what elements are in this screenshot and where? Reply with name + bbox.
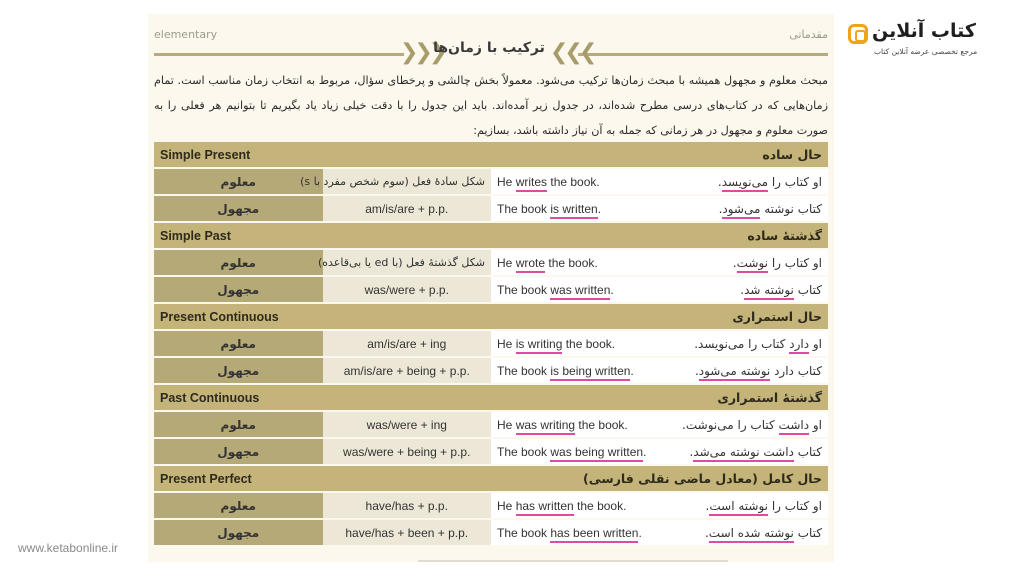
english-example: [491, 438, 660, 465]
logo-tagline: مرجع تخصصی عرضه آنلاین کتاب: [874, 47, 978, 56]
page-header: [148, 24, 834, 64]
logo-name: کتاب آنلاین: [872, 20, 976, 42]
tense-header-row: [154, 465, 828, 492]
example-text: او کتاب را: [768, 174, 822, 189]
example-text: He: [497, 336, 516, 351]
example-text: The book: [497, 525, 551, 540]
header-rule-left: [154, 53, 404, 56]
english-example: [491, 276, 660, 303]
english-example: [491, 168, 660, 195]
table-row: [154, 195, 828, 222]
persian-example: [660, 519, 829, 546]
tense-table: [154, 142, 828, 547]
table-row: [154, 357, 828, 384]
example-text: .: [705, 498, 710, 513]
tense-header-row: [154, 384, 828, 411]
english-example: [491, 330, 660, 357]
example-text: The book: [497, 363, 551, 378]
persian-example: [660, 492, 829, 519]
active-label: معلوم: [154, 168, 323, 195]
structure-formula: was/were + being + p.p.: [323, 438, 492, 465]
level-label: elementary: [154, 28, 218, 41]
tense-name-fa: حال استمراری: [660, 303, 829, 330]
tense-name-en: Simple Present: [154, 142, 660, 168]
example-text: He: [497, 174, 516, 189]
passive-label: مجهول: [154, 438, 323, 465]
structure-formula: شکل سادهٔ فعل (سوم شخص مفرد با s): [323, 168, 492, 195]
persian-example: [660, 438, 829, 465]
table-row: [154, 330, 828, 357]
example-text: .: [643, 444, 647, 459]
structure-formula: was/were + ing: [323, 411, 492, 438]
verb-highlight: داشت نوشته می‌شد: [693, 445, 794, 462]
verb-highlight: داشت: [779, 418, 810, 435]
persian-example: [660, 276, 829, 303]
chevron-right-icon: ❯❯❯: [400, 40, 444, 65]
logo: [848, 20, 998, 60]
persian-example: [660, 357, 829, 384]
verb-highlight: دارد: [789, 337, 809, 354]
tense-name-en: Present Perfect: [154, 465, 660, 492]
example-text: او کتاب را: [768, 498, 822, 513]
example-text: کتاب نوشته: [760, 201, 822, 216]
example-text: کتاب دارد: [770, 363, 822, 378]
scrollbar[interactable]: [418, 560, 728, 562]
persian-example: [660, 168, 829, 195]
tense-name-fa: حال ساده: [660, 142, 829, 168]
example-text: the book.: [575, 417, 628, 432]
verb-highlight: has written: [516, 499, 574, 516]
page-title: ترکیب با زمان‌ها: [433, 40, 545, 56]
example-text: .: [704, 525, 709, 540]
website-url[interactable]: www.ketabonline.ir: [18, 541, 119, 555]
structure-formula: am/is/are + being + p.p.: [323, 357, 492, 384]
example-text: کتاب: [793, 525, 822, 540]
active-label: معلوم: [154, 492, 323, 519]
example-text: The book: [497, 444, 551, 459]
example-text: .: [630, 363, 634, 378]
structure-formula: have/has + p.p.: [323, 492, 492, 519]
structure-formula: was/were + p.p.: [323, 276, 492, 303]
persian-example: [660, 249, 829, 276]
verb-highlight: was written: [550, 283, 610, 300]
logo-icon: [848, 24, 868, 44]
example-text: The book: [497, 201, 551, 216]
verb-highlight: is written: [550, 202, 597, 219]
english-example: [491, 492, 660, 519]
table-row: [154, 492, 828, 519]
section-label: مقدماتی: [789, 28, 828, 41]
tense-name-en: Simple Past: [154, 222, 660, 249]
table-row: [154, 276, 828, 303]
verb-highlight: was writing: [516, 418, 575, 435]
example-text: .: [717, 174, 722, 189]
verb-highlight: writes: [516, 175, 547, 192]
verb-highlight: نوشته شده است: [709, 526, 794, 543]
tense-name-fa: گذشتهٔ ساده: [660, 222, 829, 249]
verb-highlight: می‌شود: [722, 202, 760, 219]
example-text: .: [597, 201, 602, 216]
chevron-left-icon: ❮❮❮: [550, 40, 594, 65]
example-text: He: [497, 255, 516, 270]
header-rule-right: [578, 53, 828, 56]
example-text: the book.: [562, 336, 616, 351]
example-text: the book.: [547, 174, 600, 189]
structure-formula: شکل گذشتهٔ فعل (با ed یا بی‌قاعده): [323, 249, 492, 276]
tense-name-fa: گذشتهٔ استمراری: [660, 384, 829, 411]
verb-highlight: نوشت: [737, 256, 768, 273]
document-page: [148, 14, 834, 562]
example-text: کتاب: [793, 444, 822, 459]
persian-example: [660, 330, 829, 357]
active-label: معلوم: [154, 330, 323, 357]
tense-header-row: [154, 142, 828, 168]
intro-paragraph: مبحث معلوم و مجهول همیشه با مبحث زمان‌ها ترکیب می‌شود. معمولاً بخش چالشی و پرخطای سؤال، مربوط به انتخاب زمان مناسب است. تمام زمان‌هایی که در کتاب‌های درسی مطرح شده‌اند، در جدول زیر آمده‌اند. باید این جدول را با دقت خیلی زیاد یاد بگیریم تا بتوانیم هر فعلی را به صورت معلوم و مجهول در هر زمانی که جمله به آن نیاز داشته باشد، بسازیم:: [154, 74, 828, 137]
passive-label: مجهول: [154, 519, 323, 546]
example-text: the book.: [573, 498, 627, 513]
example-text: .: [694, 363, 699, 378]
verb-highlight: نوشته است: [709, 499, 768, 516]
example-text: .: [740, 282, 745, 297]
structure-formula: have/has + been + p.p.: [323, 519, 492, 546]
verb-highlight: was being written: [550, 445, 643, 462]
persian-example: [660, 195, 829, 222]
tense-name-fa: حال کامل (معادل ماضی نقلی فارسی): [660, 465, 829, 492]
example-text: .: [718, 201, 723, 216]
structure-formula: am/is/are + p.p.: [323, 195, 492, 222]
table-row: [154, 249, 828, 276]
passive-label: مجهول: [154, 276, 323, 303]
example-text: کتاب را می‌نوشت.: [682, 417, 779, 432]
passive-label: مجهول: [154, 195, 323, 222]
example-text: .: [610, 282, 614, 297]
example-text: .: [638, 525, 642, 540]
verb-highlight: می‌نویسد: [722, 175, 768, 192]
table-row: [154, 519, 828, 546]
english-example: [491, 411, 660, 438]
tense-header-row: [154, 303, 828, 330]
example-text: He: [497, 498, 516, 513]
english-example: [491, 519, 660, 546]
example-text: او: [809, 417, 822, 432]
verb-highlight: نوشته می‌شود: [699, 364, 771, 381]
table-row: [154, 438, 828, 465]
example-text: کتاب را می‌نویسد.: [694, 336, 790, 351]
active-label: معلوم: [154, 249, 323, 276]
verb-highlight: wrote: [516, 256, 545, 273]
persian-example: [660, 411, 829, 438]
verb-highlight: is being written: [550, 364, 630, 381]
example-text: او: [809, 336, 822, 351]
structure-formula: am/is/are + ing: [323, 330, 492, 357]
verb-highlight: has been written: [550, 526, 638, 543]
english-example: [491, 249, 660, 276]
verb-highlight: نوشته شد: [744, 283, 794, 300]
example-text: He: [497, 417, 516, 432]
passive-label: مجهول: [154, 357, 323, 384]
table-row: [154, 168, 828, 195]
active-label: معلوم: [154, 411, 323, 438]
english-example: [491, 195, 660, 222]
tense-name-en: Past Continuous: [154, 384, 660, 411]
english-example: [491, 357, 660, 384]
example-text: The book: [497, 282, 551, 297]
example-text: او کتاب را: [768, 255, 822, 270]
tense-name-en: Present Continuous: [154, 303, 660, 330]
example-text: .: [689, 444, 694, 459]
table-row: [154, 411, 828, 438]
tense-header-row: [154, 222, 828, 249]
example-text: کتاب: [793, 282, 822, 297]
example-text: .: [732, 255, 737, 270]
example-text: the book.: [545, 255, 598, 270]
verb-highlight: is writing: [516, 337, 563, 354]
